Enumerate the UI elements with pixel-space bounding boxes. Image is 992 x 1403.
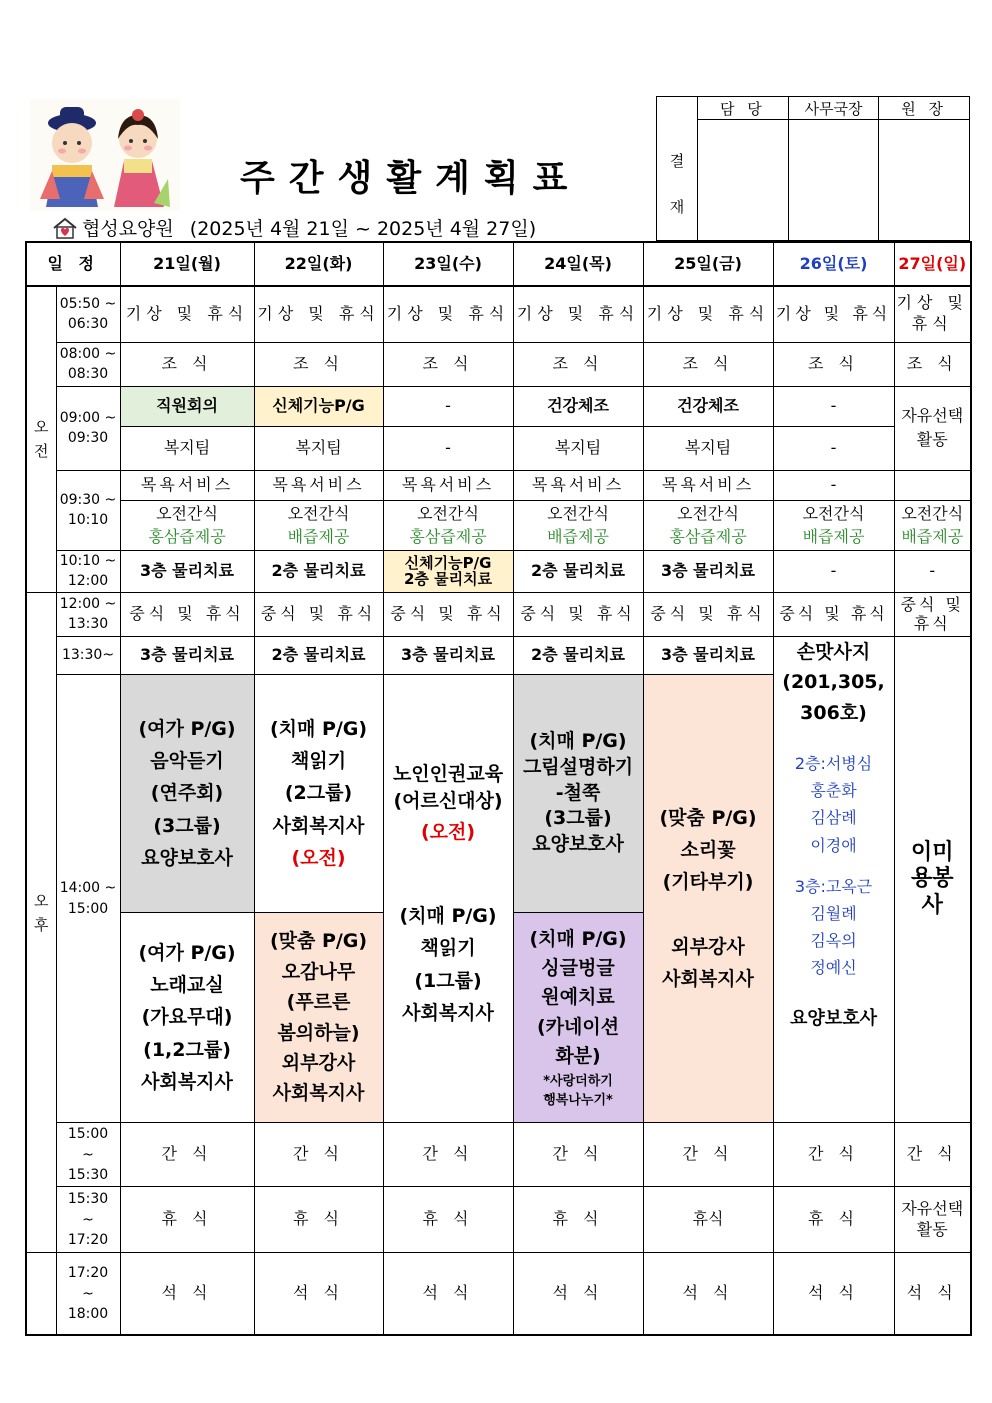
cell-rest: 휴 식 [513, 1187, 643, 1253]
cell-physio: 2층 물리치료 [513, 550, 643, 592]
cell-rest: 휴 식 [254, 1187, 383, 1253]
cell-sun-free-activity: 자유선택 활동 [894, 1187, 971, 1253]
cell-empty: - [773, 550, 894, 592]
cell-am-snack: 오전간식 배즙제공 [894, 500, 971, 550]
header-day-sun: 27일(일) [894, 242, 971, 286]
cell-am-snack: 오전간식 홍삼즙제공 [120, 500, 254, 550]
approval-label-bottom: 재 [669, 197, 685, 216]
cell-mon-music: (여가 P/G) 음악듣기 (연주회) (3그룹) 요양보호사 [120, 674, 254, 912]
cell-am-snack: 오전간식 배즙제공 [773, 500, 894, 550]
cell-thu-picture: (치매 P/G) 그림설명하기 -철쭉 (3그룹) 요양보호사 [513, 674, 643, 912]
cell-physio: 3층 물리치료 [120, 550, 254, 592]
cell-fri-guitar: (맞춤 P/G) 소리꽃 (기타부기) 외부강사 사회복지사 [643, 674, 773, 1122]
cell-welfare-team: 복지팀 [513, 426, 643, 470]
cell-lunch: 중식 및 휴식 [894, 592, 971, 636]
cell-mon-singing: (여가 P/G) 노래교실 (가요무대) (1,2그룹) 사회복지사 [120, 913, 254, 1123]
approval-label [657, 97, 698, 241]
cell-bath: 목욕서비스 [254, 470, 383, 500]
signature-box-director[interactable] [879, 120, 970, 241]
cell-breakfast: 조 식 [254, 342, 383, 386]
time-1200: 12:00 ~ 13:30 [56, 592, 120, 636]
cell-dinner: 석 식 [254, 1253, 383, 1335]
signature-box-secretary[interactable] [788, 120, 879, 241]
cell-physio: 신체기능P/G 2층 물리치료 [383, 550, 513, 592]
header-day-tue: 22일(화) [254, 242, 383, 286]
time-0900: 09:00 ~ 09:30 [56, 386, 120, 470]
cell-health-exercise: 건강체조 [513, 386, 643, 426]
header-day-sat: 26일(토) [773, 242, 894, 286]
cell-am-snack: 오전간식 홍삼즙제공 [383, 500, 513, 550]
hanbok-dolls-illustration [30, 99, 180, 211]
cell-breakfast: 조 식 [383, 342, 513, 386]
cell-lunch: 중식 및 휴식 [254, 592, 383, 636]
cell-wake: 기상 및 휴식 [643, 286, 773, 342]
cell-thu-gardening: (치매 P/G) 싱글벙글 원예치료 (카네이션 화분) *사랑더하기 행복나누기* [513, 913, 643, 1123]
time-1500: 15:00 ~ 15:30 [56, 1123, 120, 1187]
cell-wed-rights-education: 노인인권교육 (어르신대상) (오전) (치매 P/G) 책읽기 (1그룹) 사회복지사 [383, 674, 513, 1122]
cell-physio: 3층 물리치료 [643, 636, 773, 674]
subtitle [52, 214, 536, 244]
cell-empty: - [383, 426, 513, 470]
time-0550: 05:50 ~ 06:30 [56, 286, 120, 342]
cell-sat-hand-massage: 손맛사지 (201,305, 306호) 2층:서병심 홍춘화 김삼례 이경애 3층:고옥근 김월례 김옥의 정예신 요양보호사 [773, 636, 894, 1122]
header-day-mon: 21일(월) [120, 242, 254, 286]
cell-pm-snack: 간 식 [383, 1123, 513, 1187]
cell-pm-snack: 간 식 [894, 1123, 971, 1187]
page-title: 주간생활계획표 [240, 158, 582, 199]
cell-lunch: 중식 및 휴식 [643, 592, 773, 636]
cell-physio: 2층 물리치료 [254, 550, 383, 592]
cell-empty: - [383, 386, 513, 426]
cell-bath: 목욕서비스 [383, 470, 513, 500]
cell-wake: 기상 및 휴식 [773, 286, 894, 342]
cell-physio: 3층 물리치료 [383, 636, 513, 674]
approval-box [656, 96, 970, 241]
approval-role-staff: 담 당 [698, 97, 789, 120]
time-1720: 17:20 ~ 18:00 [56, 1253, 120, 1335]
cell-dinner: 석 식 [513, 1253, 643, 1335]
cell-rest: 휴 식 [383, 1187, 513, 1253]
weekly-schedule-table [25, 241, 972, 1336]
cell-bath: 목욕서비스 [513, 470, 643, 500]
cell-empty: - [894, 550, 971, 592]
cell-wake: 기상 및 휴식 [120, 286, 254, 342]
cell-wake: 기상 및 휴식 [894, 286, 971, 342]
header-day-thu: 24일(목) [513, 242, 643, 286]
cell-blank [894, 470, 971, 500]
cell-pm-snack: 간 식 [773, 1123, 894, 1187]
cell-bath: 목욕서비스 [120, 470, 254, 500]
cell-am-snack: 오전간식 배즙제공 [254, 500, 383, 550]
cell-breakfast: 조 식 [643, 342, 773, 386]
header-schedule: 일 정 [26, 242, 120, 286]
cell-wake: 기상 및 휴식 [513, 286, 643, 342]
house-heart-icon [52, 217, 78, 244]
cell-dinner: 석 식 [383, 1253, 513, 1335]
header-day-wed: 23일(수) [383, 242, 513, 286]
cell-lunch: 중식 및 휴식 [120, 592, 254, 636]
cell-lunch: 중식 및 휴식 [383, 592, 513, 636]
cell-welfare-team: 복지팀 [643, 426, 773, 470]
cell-sun-free-activity: 자유선택 활동 [894, 386, 971, 470]
time-1400: 14:00 ~ 15:00 [56, 674, 120, 1122]
cell-wake: 기상 및 휴식 [383, 286, 513, 342]
cell-physio: 2층 물리치료 [254, 636, 383, 674]
cell-physical-pg: 신체기능P/G [254, 386, 383, 426]
time-1010: 10:10 ~ 12:00 [56, 550, 120, 592]
cell-bath: 목욕서비스 [643, 470, 773, 500]
pm-label: 오 후 [26, 592, 56, 1253]
cell-dinner: 석 식 [894, 1253, 971, 1335]
cell-dinner: 석 식 [120, 1253, 254, 1335]
cell-breakfast: 조 식 [894, 342, 971, 386]
cell-lunch: 중식 및 휴식 [773, 592, 894, 636]
cell-pm-snack: 간 식 [254, 1123, 383, 1187]
cell-empty: - [773, 426, 894, 470]
cell-sun-beauty-service: 이미 용봉 사 [894, 636, 971, 1122]
org-name: 협성요양원 [82, 218, 174, 240]
cell-welfare-team: 복지팀 [120, 426, 254, 470]
cell-physio: 3층 물리치료 [120, 636, 254, 674]
time-1530: 15:30 ~ 17:20 [56, 1187, 120, 1253]
time-1330: 13:30~ [56, 636, 120, 674]
cell-pm-snack: 간 식 [120, 1123, 254, 1187]
cell-am-snack: 오전간식 홍삼즙제공 [643, 500, 773, 550]
cell-tue-five-senses: (맞춤 P/G) 오감나무 (푸르른 봄의하늘) 외부강사 사회복지사 [254, 913, 383, 1123]
cell-physio: 3층 물리치료 [643, 550, 773, 592]
cell-am-snack: 오전간식 배즙제공 [513, 500, 643, 550]
cell-rest: 휴식 [643, 1187, 773, 1253]
cell-breakfast: 조 식 [120, 342, 254, 386]
am-label: 오 전 [26, 286, 56, 592]
cell-breakfast: 조 식 [773, 342, 894, 386]
cell-empty: - [773, 386, 894, 426]
cell-lunch: 중식 및 휴식 [513, 592, 643, 636]
am-pm-spacer [26, 1253, 56, 1335]
cell-rest: 휴 식 [773, 1187, 894, 1253]
cell-health-exercise: 건강체조 [643, 386, 773, 426]
cell-wake: 기상 및 휴식 [254, 286, 383, 342]
period: (2025년 4월 21일 ~ 2025년 4월 27일) [189, 218, 537, 240]
signature-box-staff[interactable] [698, 120, 789, 241]
cell-dinner: 석 식 [773, 1253, 894, 1335]
cell-rest: 휴 식 [120, 1187, 254, 1253]
cell-breakfast: 조 식 [513, 342, 643, 386]
approval-label-top: 결 [669, 151, 685, 170]
cell-staff-meeting: 직원회의 [120, 386, 254, 426]
cell-pm-snack: 간 식 [513, 1123, 643, 1187]
cell-empty: - [773, 470, 894, 500]
header-day-fri: 25일(금) [643, 242, 773, 286]
approval-role-secretary: 사무국장 [788, 97, 879, 120]
cell-pm-snack: 간 식 [643, 1123, 773, 1187]
time-0800: 08:00 ~ 08:30 [56, 342, 120, 386]
cell-dinner: 석 식 [643, 1253, 773, 1335]
time-0930: 09:30 ~ 10:10 [56, 470, 120, 550]
cell-physio: 2층 물리치료 [513, 636, 643, 674]
cell-welfare-team: 복지팀 [254, 426, 383, 470]
cell-tue-reading: (치매 P/G) 책읽기 (2그룹) 사회복지사 (오전) [254, 674, 383, 912]
approval-role-director: 원 장 [879, 97, 970, 120]
